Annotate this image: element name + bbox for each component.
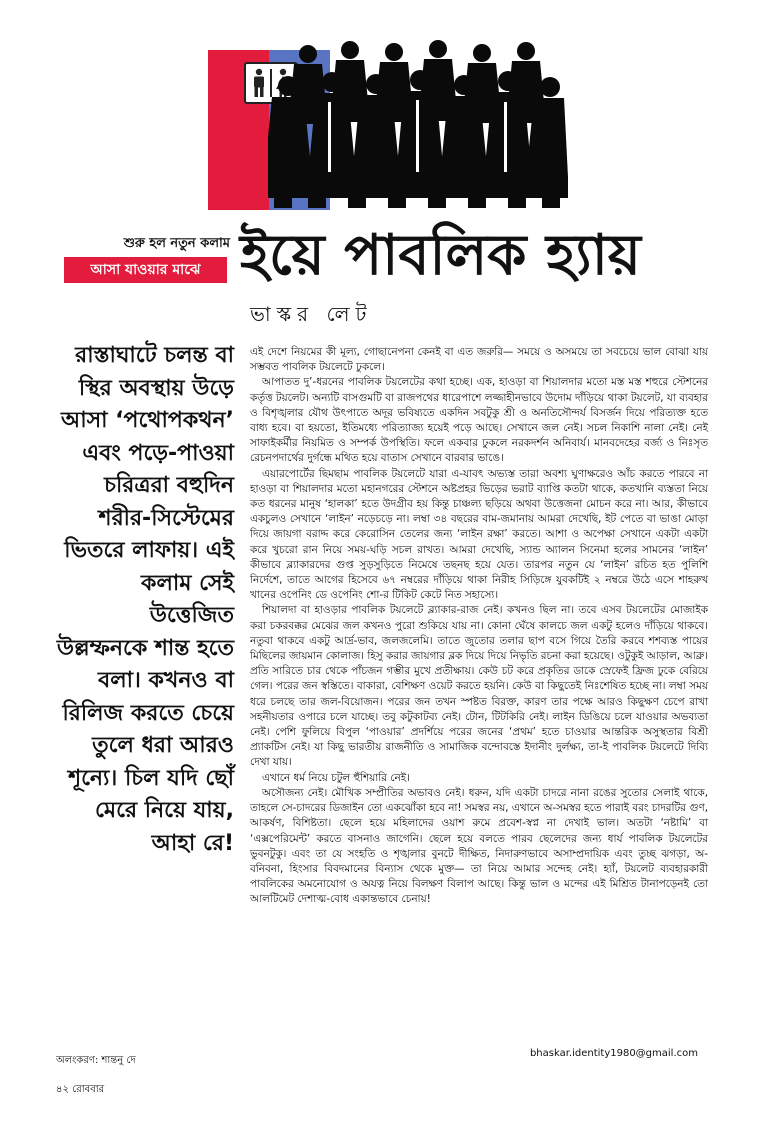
- body-paragraph: অসৌজন্য নেই। মৌখিক সম্প্রীতির অভাবও নেই। ধরুন, যদি একটা চাদরে নানা রঙের সুতোর সেলাই থাকে, তাহলে সে-চাদরের ডিজাইন তো একঝোঁকা হবে না! সমস্বর নয়, এখানে অ-সমস্বর হতে পারাই বরং চাদরটির গুণ, আকর্ষণ, বিশিষ্টতা। ছেলে হয়ে মহিলাদের ওয়াশ রুমে প্রবেশ-স্বপ্ন না দেখাই ভাল। অতটা ‘নষ্টামি’ বা ‘এক্সপেরিমেন্ট’ করতে বাসনাও জাগেনি। ছেলে হয়ে বলতে পারব ছেলেদের জন্য ধার্য পাবলিক টয়লেটের ভুবনটুকু। এবং তা যে সংহতি ও শৃঙ্খলার বুনটে দীক্ষিত, নিদারুণভাবে অসাম্প্রদায়িক এবং তুচ্ছ ঝগড়া, অ-বনিবনা, হিংসার বিবদমানের বিন্যাস থেকে মুক্ত— তা নিয়ে আমার সন্দেহ নেই। হ্যাঁ, টয়লেট ব্যবহারকারী পাবলিকের অমনোযোগ ও অযত্ন নিয়ে বিলক্ষণ বিলাপ আছে। কিন্তু ভাল ও মন্দের এই মিশ্রিত টানাপড়েনই তো আলটিমেট দেশাত্ম-বোধ একান্তভাবে চেনায়!: [250, 786, 708, 906]
- body-paragraph: শিয়ালদা বা হাওড়ার পাবলিক টয়লেটে ব্ল্যাকার-রাজ নেই। কখনও ছিল না। তবে এসব টয়লেটের মোজাইক করা চকরবক্কর মেঝের জল কখনও পুরো শুকিয়ে যায় না। কোনা ঘেঁষে কালচে জল একটু হলেও দাঁড়িয়ে থাকবে। নতুবা থাকবে একটু আর্দ্র-ভাব, জলজলেমি। তাতে জুতোর তলার ছাপ বসে গিয়ে তৈরি করবে শশব্যস্ত পায়ের মিছিলের জায়মান কোলাজ। হিসু করার জায়গার ব্লক দিয়ে দিয়ে নিভৃতি রচনা করা হয়েছে। ওটুকুই আড়াল, আব্রু। প্রতি সারিতে চার থেকে পাঁচজন গম্ভীর মুখে প্রতীক্ষায়। কেউ চট করে প্রকৃতির ডাকে স্রেফেই ফ্রিজ ঢুকে বেরিয়ে গেল। পরের জন স্বস্তিতে। বাকারা, বেশিক্ষণ ওয়েট করতে হয়নি। কেউ বা কিছুতেই নিঃশেষিত হচ্ছে না। লম্বা সময় ধরে চলছে তার জল-বিয়োজন। পরের জন তখন স্পষ্টত বিরক্ত, কারণ তার পক্ষে আরও কিছুক্ষণ চেপে রাখা সহনীয়তার ওপারে চলে যাচ্ছে। তবু কটুকাটব্য নেই। টোন, টিটকিরি নেই। লাইন ডিঙিয়ে চলে যাওয়ার অভব্যতা নেই। পেশি ফুলিয়ে বিপুল ‘পাওয়ার’ প্রদর্শিয়ে পরের জনের ‘প্রথম’ হতে চাওয়ার আন্তরিক অসুস্থতার বিশ্রী প্র্যাকটিস নেই। যা কিছু ভারতীয় রাজনীতি ও সামাজিক বন্দোবস্তে ইদানীং দুর্লক্ষ্য, তা-ই পাবলিক টয়লেটে দিব্যি দেখা যায়।: [250, 604, 708, 769]
- header-illustration: [208, 40, 568, 210]
- crowd-silhouette: [268, 40, 568, 210]
- body-paragraph: আপাতত দু’-ধরনের পাবলিক টয়লেটের কথা হচ্ছে। এক, হাওড়া বা শিয়ালদার মতো মস্ত মস্ত শহুরে স্টেশনের কর্তৃত্ত টয়লেট। অন্যটি বাসগুমটি বা রাজপথের ধারেপাশে লজ্জাহীনভাবে উদোম দাঁড়িয়ে থাকা টয়লেট, যা ব্যবহার ও বিশৃঙ্খলার যৌথ উৎপাতে অদূর ভবিষ্যতে একদিন সবটুকু শ্রী ও অনতিসৌন্দর্য বিসর্জন দিয়ে পরিত্যক্ত হতে বাধ্য হবে। বা হয়তো, ইতিমধ্যে পরিত্যাজ্য হয়েই পড়ে আছে। সেখানে জল নেই। সচল নিকাশি নালা নেই। নেই সাফাইকর্মীর নিয়মিত ও সম্পর্ক উপস্থিতি। ফলে একবার ঢুকলে নরকদর্শন অনিবার্য। মানবদেহের বর্জ্য ও নিঃসৃত রেচনপদার্থের দুর্গন্ধে মথিত হয়ে বাতাস সেখানে বারবার ভাঙে।: [250, 376, 708, 465]
- man-icon: [250, 68, 268, 98]
- author-email: bhaskar.identity1980@gmail.com: [529, 1048, 698, 1059]
- page-folio: ৪২ রোববার: [56, 1084, 105, 1095]
- illustration-credit: অলংকরণ: শান্তনু দে: [56, 1055, 136, 1066]
- body-paragraph: এয়ারপোর্টের ছিমছাম পাবলিক টয়লেটে যারা এ-যাবৎ অভ্যস্ত তারা অবশ্য ঘুণাক্ষরেও আঁচ করতে পারবে না হাওড়া বা শিয়ালদার মতো মহানগরের স্টেশনে অষ্টপ্রহর ভিড়ের ভরাট ব্যাপ্তি কতটা থাকে, কতখানি ব্যস্ততা নিয়ে কত ধরনের মানুষ ‘হালকা’ হতে উদগ্রীব হয় কিন্তু চাঞ্চল্য ছড়িয়ে অথবা উত্তেজনা মোচন করে না। আর, কীভাবে একচুলও সেখানে ‘লাইন’ নড়েচড়ে না। লম্বা ৩৪ বছরের বাম-জমানায় আমরা দেখেছি, ইট পেতে বা ভাঙা মোড়া দিয়ে জায়গা বরাদ্দ করে কেরোসিন তেলের জন্য ‘লাইন রক্ষা’ করতে। আশা ও অপেক্ষা সেখানে একটা একটা করে খুচরো রান নিয়ে সময়-ঘড়ি সচল রাখত। আমরা দেখেছি, স্যান্ড অ্যালন সিনেমা হলের সামনের ‘লাইন’ কীভাবে ব্ল্যাকারদের গুপ্ত সুড়সুড়িতে নিমেষে তছনছ হয়ে যেত। তারপর নতুন যে ‘লাইন’ রচিত হত পুলিশি নির্দেশে, তাতে আগের হিসেবে ৬৭ নম্বরের দাঁড়িয়ে থাকা নিরীহ সিড়িঙ্গে যুবকটিই ২ নম্বরে উঠে এসে শাহরুখ খানের ওপেনিং ডে ওপেনিং শো-র টিকিট কেটে নিত সহাস্যে।: [250, 467, 708, 602]
- kicker: শুরু হল নতুন কলাম: [123, 236, 230, 251]
- column-name-badge: আসা যাওয়ার মাঝে: [64, 257, 227, 283]
- sidebar-standfirst: রাস্তাঘাটে চলন্ত বা স্থির অবস্থায় উড়ে আসা ‘পথোপকথন’ এবং পড়ে-পাওয়া চরিত্ররা বহুদিন শরীর-সিস্টেমের ভিতরে লাফায়। এই কলাম সেই উত্তেজিত উল্লম্ফনকে শান্ত হতে বলা। কখনও বা রিলিজ করতে চেয়ে তুলে ধরা আরও শূন্যে। চিল যদি ছোঁ মেরে নিয়ে যায়, আহা রে!: [56, 343, 234, 856]
- article-body: [250, 345, 708, 908]
- author-byline: ভাস্কর লেট: [250, 302, 373, 326]
- body-paragraph: এখানে ধর্ম নিয়ে চটুল হুঁশিয়ারি নেই।: [262, 771, 410, 784]
- body-paragraph: এই দেশে নিয়মের কী মূল্য, গোছানেপনা কেনই বা এত জরুরি— সময়ে ও অসময়ে তা সবচেয়ে ভাল বোঝা যায় সম্ভবত পাবলিক টয়লেটে ঢুকলে।: [250, 346, 708, 374]
- headline: ইয়ে পাবলিক হ্যায়: [240, 222, 641, 288]
